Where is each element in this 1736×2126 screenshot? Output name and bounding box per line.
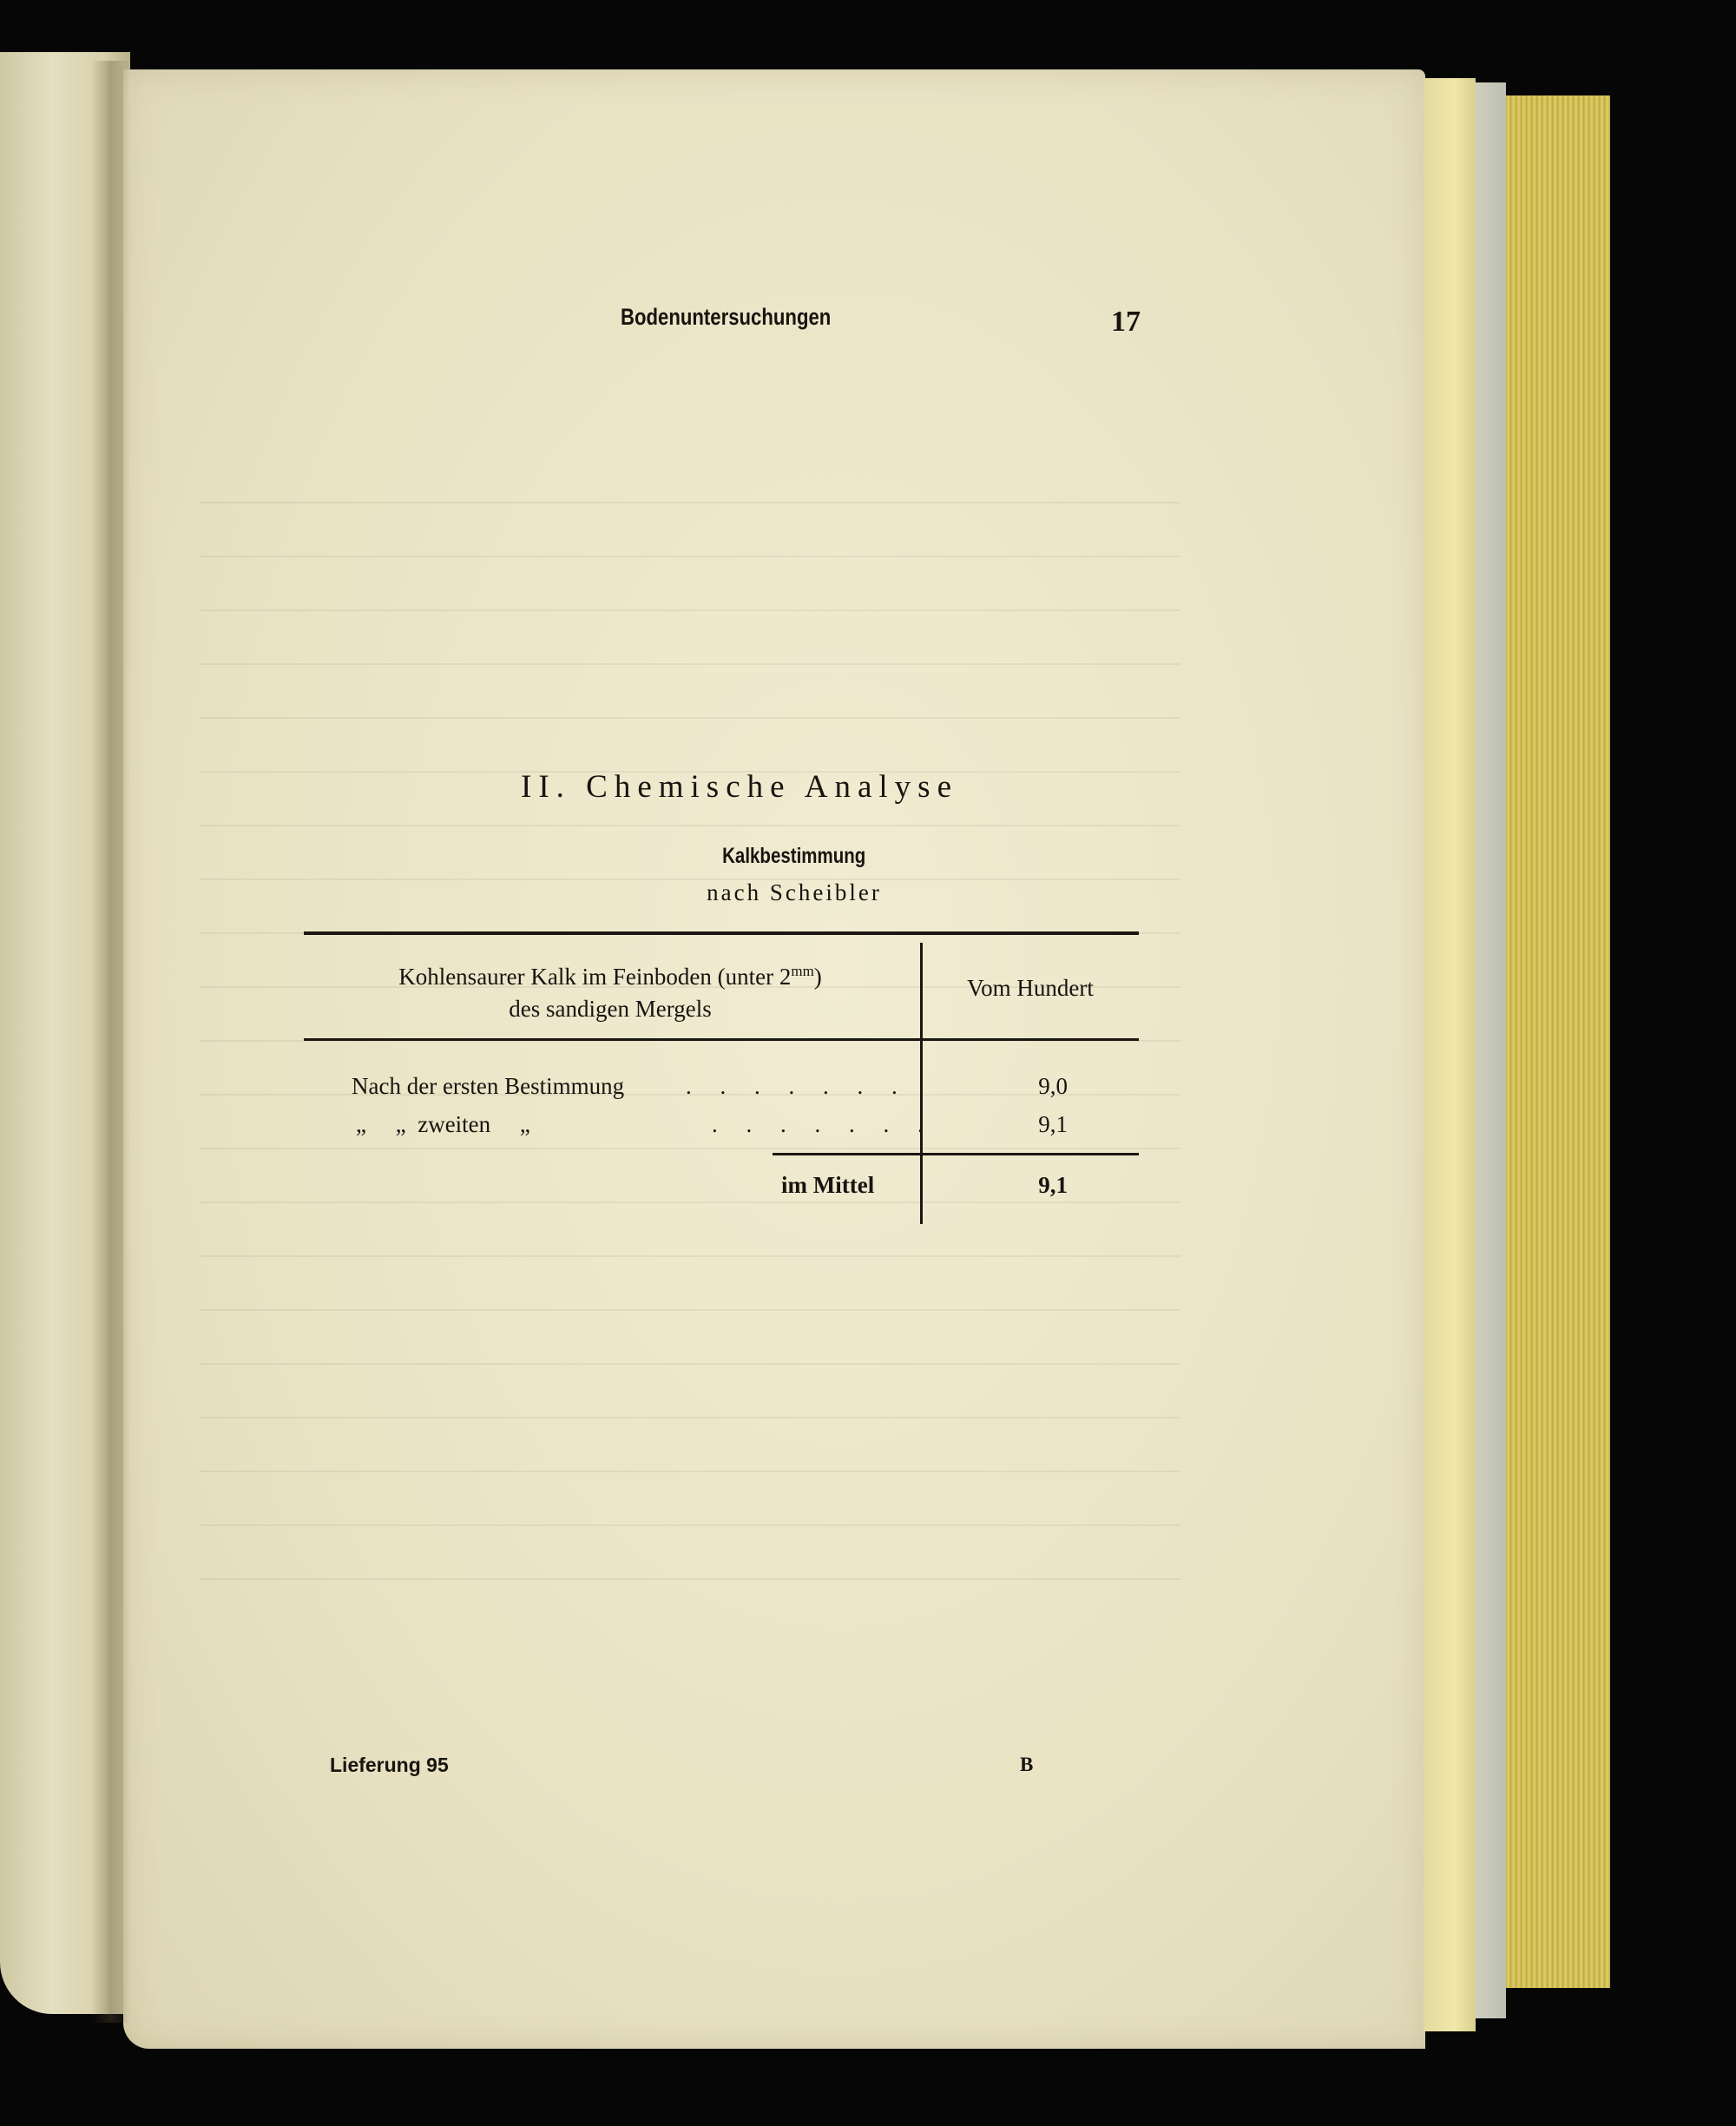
row-value-second: 9,1 — [1038, 1111, 1068, 1137]
row-dots-first: . . . . . . . — [686, 1073, 909, 1099]
method-line: nach Scheibler — [707, 879, 882, 905]
page-edge-yellow — [1424, 78, 1476, 2031]
table-head-rule — [304, 1038, 1139, 1041]
table-mean-rule — [773, 1153, 1139, 1155]
section-title: II. Chemische Analyse — [521, 769, 958, 805]
section-subtitle: Kalkbestimmung — [722, 844, 866, 868]
row-value-first: 9,0 — [1038, 1073, 1068, 1099]
page-edge-grey — [1476, 82, 1506, 2018]
mean-label: im Mittel — [781, 1172, 875, 1198]
page-stack — [1506, 95, 1610, 1988]
row-label-first: Nach der ersten Bestimmung — [352, 1073, 625, 1099]
table-top-rule — [304, 931, 1139, 935]
book-gutter — [91, 61, 130, 2023]
footer-signature: B — [1020, 1754, 1034, 1775]
mean-value: 9,1 — [1038, 1172, 1068, 1198]
column-header-description: Kohlensaurer Kalk im Feinboden (unter $2^{mm}$) des sandigen Mergels — [398, 963, 822, 1022]
row-dots-second: . . . . . . . — [712, 1111, 935, 1137]
footer-delivery: Lieferung 95 — [330, 1754, 449, 1776]
row-label-second: „ „ zweiten „ — [356, 1111, 530, 1137]
column-header-unit: Vom Hundert — [967, 975, 1094, 1001]
running-header: Bodenuntersuchungen — [621, 304, 832, 330]
show-through — [200, 486, 1180, 1632]
page-number: 17 — [1111, 306, 1141, 338]
